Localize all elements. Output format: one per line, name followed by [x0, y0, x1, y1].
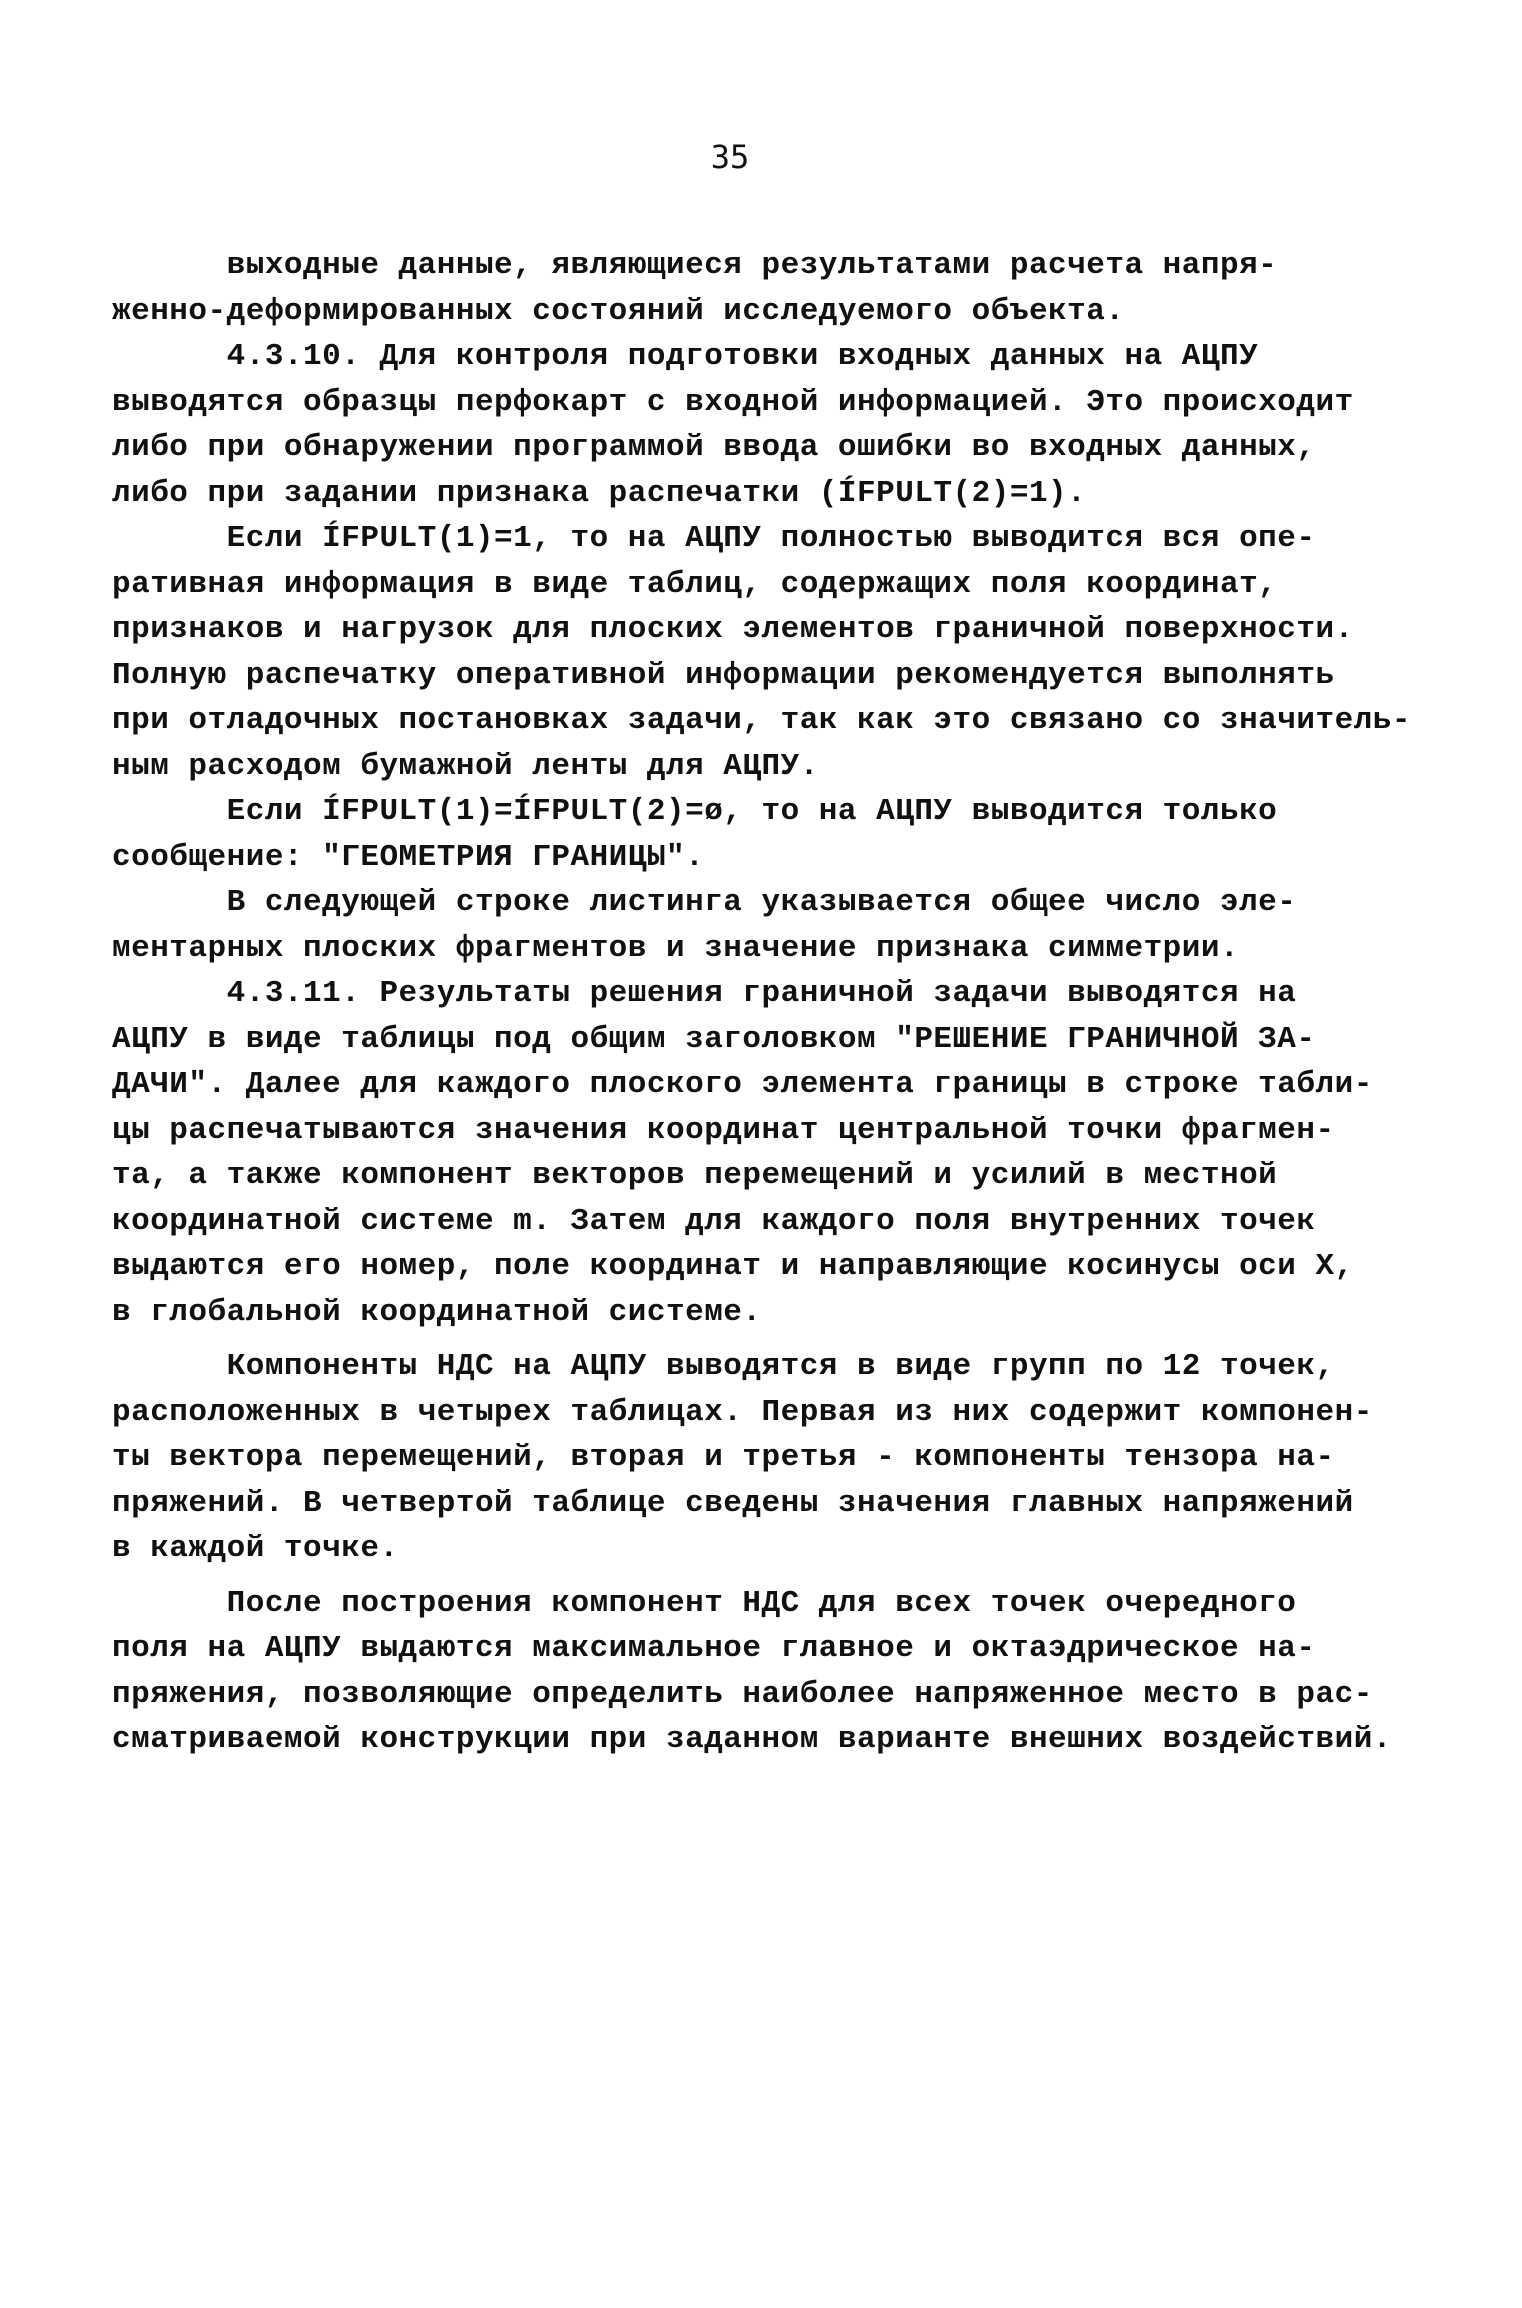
text-line: 4.3.10. Для контроля подготовки входных данных на АЦПУ	[112, 339, 1259, 374]
text-line: Если ÍFPULT(1)=ÍFPULT(2)=ø, то на АЦПУ выводится только	[112, 794, 1278, 829]
text-line: Если ÍFPULT(1)=1, то на АЦПУ полностью выводится вся опе-	[112, 521, 1316, 556]
text-line: Компоненты НДС на АЦПУ выводятся в виде групп по 12 точек,	[112, 1349, 1335, 1384]
text-line: в каждой точке.	[112, 1531, 399, 1566]
text-line: цы распечатываются значения координат центральной точки фрагмен-	[112, 1112, 1335, 1148]
paragraph-gap	[112, 1335, 1442, 1344]
text-line: либо при обнаружении программой ввода ошибки во входных данных,	[112, 430, 1316, 465]
text-line: выдаются его номер, поле координат и направляющие косинусы оси X,	[112, 1249, 1354, 1284]
text-line: В следующей строке листинга указывается общее число эле-	[112, 885, 1297, 920]
text-line: выходные данные, являющиеся результатами расчета напря-	[112, 248, 1278, 283]
text-line: при отладочных постановках задачи, так как это связано со значитель-	[112, 703, 1412, 738]
text-line: та, а также компонент векторов перемещений и усилий в местной	[112, 1158, 1278, 1193]
text-line: выводятся образцы перфокарт с входной информацией. Это происходит	[112, 384, 1354, 420]
text-line: 4.3.11. Результаты решения граничной задачи выводятся на	[112, 976, 1297, 1011]
text-line: расположенных в четырех таблицах. Первая из них содержит компонен-	[112, 1394, 1373, 1430]
text-line: либо при задании признака распечатки (ÍFPULT(2)=1).	[112, 475, 1087, 511]
text-line: сматриваемой конструкции при заданном варианте внешних воздействий.	[112, 1722, 1392, 1757]
text-line: ДАЧИ". Далее для каждого плоского элемента границы в строке табли-	[112, 1067, 1373, 1102]
text-line: сообщение: "ГЕОМЕТРИЯ ГРАНИЦЫ".	[112, 839, 705, 875]
text-line: поля на АЦПУ выдаются максимальное главное и октаэдрическое на-	[112, 1631, 1316, 1666]
text-line: признаков и нагрузок для плоских элементов граничной поверхности.	[112, 612, 1354, 647]
text-line: в глобальной координатной системе.	[112, 1294, 762, 1330]
body-text	[112, 243, 1442, 1763]
text-line: АЦПУ в виде таблицы под общим заголовком "РЕШЕНИЕ ГРАНИЧНОЙ ЗА-	[112, 1021, 1316, 1057]
text-line: женно-деформированных состояний исследуемого объекта.	[112, 293, 1125, 329]
text-line: После построения компонент НДС для всех точек очередного	[112, 1585, 1297, 1621]
text-line: ративная информация в виде таблиц, содержащих поля координат,	[112, 566, 1278, 602]
text-line: ным расходом бумажной ленты для АЦПУ.	[112, 748, 819, 784]
text-line: пряжения, позволяющие определить наиболее напряженное место в рас-	[112, 1676, 1373, 1712]
text-line: координатной системе m. Затем для каждого поля внутренних точек	[112, 1203, 1316, 1239]
paragraph-gap	[112, 1572, 1442, 1581]
page-number: 35	[710, 138, 750, 176]
text-line: пряжений. В четвертой таблице сведены значения главных напряжений	[112, 1485, 1354, 1521]
text-line: ментарных плоских фрагментов и значение признака симметрии.	[112, 930, 1240, 966]
text-line: ты вектора перемещений, вторая и третья - компоненты тензора на-	[112, 1440, 1335, 1475]
text-line: Полную распечатку оперативной информации рекомендуется выполнять	[112, 657, 1335, 693]
